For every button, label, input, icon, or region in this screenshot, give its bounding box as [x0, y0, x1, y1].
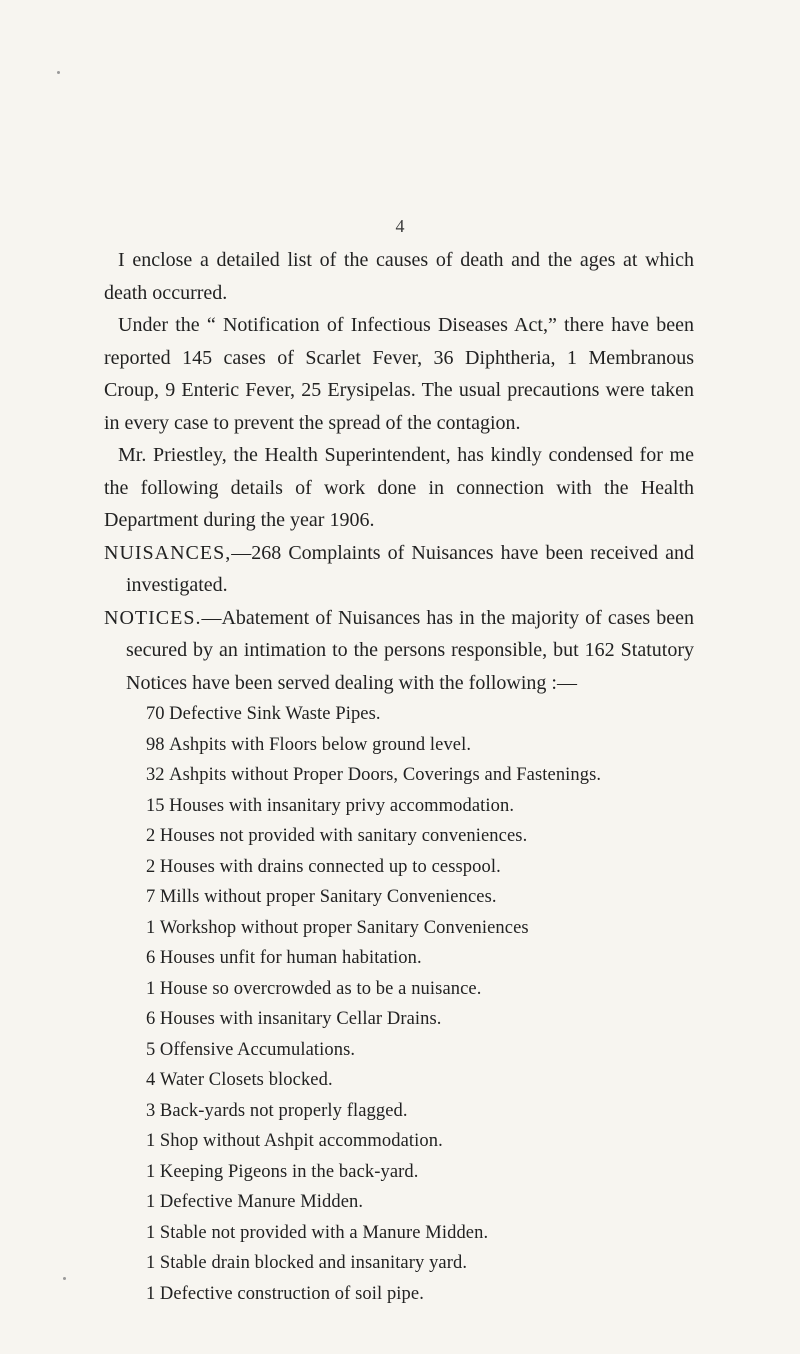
nuisances-text: —268 Complaints of Nuisances have been received and investigated. [126, 541, 694, 596]
item-count: 2 [146, 826, 156, 846]
item-count: 98 [146, 734, 165, 755]
item-text: Keeping Pigeons in the back-yard. [159, 1161, 419, 1182]
report-body [104, 244, 694, 1309]
item-count: 15 [146, 795, 165, 816]
list-item [146, 699, 694, 730]
paragraph-causes-of-death: I enclose a detailed list of the causes of death and the ages at which death occurred. [104, 249, 694, 304]
list-item [146, 760, 694, 791]
item-count: 3 [146, 1100, 156, 1121]
item-count: 32 [146, 765, 165, 785]
list-item [146, 1157, 694, 1188]
item-text: Defective Sink Waste Pipes. [169, 704, 381, 724]
notices-section [104, 602, 694, 700]
item-text: Back-yards not properly flagged. [159, 1100, 408, 1121]
list-item [146, 974, 694, 1005]
item-text: Ashpits without Proper Doors, Coverings and Fastenings. [169, 765, 602, 785]
item-text: Mills without proper Sanitary Conveniences. [159, 887, 497, 907]
list-item [146, 852, 694, 883]
item-count: 2 [146, 856, 156, 877]
notices-heading: NOTICES. [104, 606, 202, 629]
list-item [146, 1126, 694, 1157]
item-count: 1 [146, 978, 156, 999]
list-item [146, 913, 694, 944]
item-count: 1 [146, 1222, 156, 1243]
list-item [146, 1248, 694, 1279]
item-count: 1 [146, 917, 156, 938]
list-item [146, 1187, 694, 1218]
item-text: Stable not provided with a Manure Midden. [159, 1222, 489, 1243]
item-count: 6 [146, 1009, 156, 1029]
list-item [146, 1035, 694, 1066]
item-count: 1 [146, 1283, 156, 1304]
item-count: 1 [146, 1192, 156, 1212]
item-text: Defective Manure Midden. [159, 1192, 364, 1212]
paper-speck [63, 1277, 66, 1280]
list-item [146, 943, 694, 974]
list-item [146, 1004, 694, 1035]
paper-speck [57, 71, 60, 74]
item-count: 1 [146, 1161, 156, 1182]
item-text: Houses not provided with sanitary conveniences. [159, 826, 528, 846]
list-item [146, 821, 694, 852]
paragraph-health-superintendent: Mr. Priestley, the Health Superintendent, has kindly condensed for me the following details of work done in connection with the Health Department during the year 1906. [104, 444, 694, 531]
item-text: House so overcrowded as to be a nuisance. [159, 978, 482, 999]
item-text: Defective construction of soil pipe. [159, 1283, 424, 1304]
item-text: Houses with insanitary Cellar Drains. [159, 1009, 442, 1029]
item-text: Shop without Ashpit accommodation. [159, 1131, 443, 1151]
list-item [146, 1065, 694, 1096]
item-text: Workshop without proper Sanitary Conveniences [159, 917, 529, 938]
list-item [146, 1096, 694, 1127]
item-count: 7 [146, 887, 156, 907]
list-item [146, 791, 694, 822]
list-item [146, 1279, 694, 1310]
item-text: Offensive Accumulations. [159, 1039, 356, 1060]
item-count: 1 [146, 1253, 156, 1273]
item-count: 6 [146, 948, 156, 968]
page-number: 4 [395, 216, 405, 236]
item-text: Houses unfit for human habitation. [159, 948, 422, 968]
list-item [146, 730, 694, 761]
item-text: Houses with insanitary privy accommodation. [169, 795, 515, 816]
list-item [146, 882, 694, 913]
paragraph-infectious-diseases: Under the “ Notification of Infectious Diseases Act,” there have been reported 145 cases of Scarlet Fever, 36 Diphtheria, 1 Membranous Croup, 9 Enteric Fever, 25 Erysipelas. The usual precautions were taken in every case to prevent the spread of the contagion. [104, 314, 694, 434]
notices-text: —Abatement of Nuisances has in the majority of cases been secured by an intimation to the persons responsible, but 162 Statutory Notices have been served dealing with the following :— [126, 606, 694, 694]
item-text: Water Closets blocked. [159, 1070, 333, 1090]
item-text: Ashpits with Floors below ground level. [169, 734, 472, 755]
item-text: Houses with drains connected up to cesspool. [159, 856, 501, 877]
nuisances-section [104, 537, 694, 602]
item-text: Stable drain blocked and insanitary yard. [159, 1253, 468, 1273]
item-count: 1 [146, 1131, 156, 1151]
item-count: 4 [146, 1070, 156, 1090]
notices-list [104, 699, 694, 1309]
nuisances-heading: NUISANCES, [104, 541, 232, 564]
list-item [146, 1218, 694, 1249]
item-count: 70 [146, 704, 165, 724]
item-count: 5 [146, 1039, 156, 1060]
